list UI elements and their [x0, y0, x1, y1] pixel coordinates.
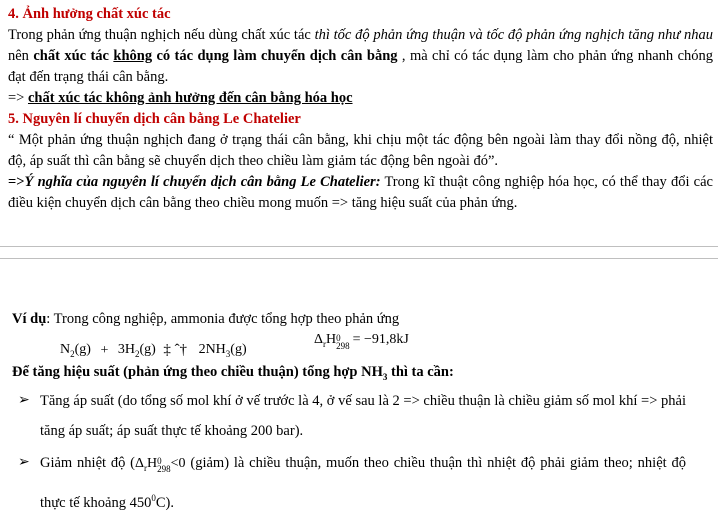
goal-statement: Để tăng hiệu suất (phản ứng theo chiều thuận) tổng hợp $NH_3$ thì ta cần:	[12, 364, 454, 382]
example-intro	[12, 309, 712, 330]
conclusion-text: chất xúc tác không ảnh hưởng đến cân bằng hóa học	[27, 90, 353, 106]
bullet-pressure	[18, 386, 686, 446]
bullet-temperature	[18, 448, 686, 518]
heading-le-chatelier: 5. Nguyên lí chuyển dịch cân bằng Le Chatelier	[8, 111, 301, 127]
enthalpy-number: = −91,8kJ	[352, 332, 409, 347]
conclusion-arrow: =>	[8, 90, 28, 106]
plus-sign: +	[100, 342, 109, 358]
catalyst-paragraph	[8, 25, 713, 88]
arrow-bullet-icon: ➢	[18, 455, 30, 470]
section-upper	[8, 4, 713, 214]
degree-sup: 0	[151, 492, 156, 503]
arrow-bullet-icon: ➢	[18, 393, 30, 408]
bullet-pressure-text: Tăng áp suất (do tổng số mol khí ở vế trước là 4, ở vế sau là 2 => chiều thuận là chiều giảm số mol khí => phải tăng áp suất; áp suất thực tế khoảng 200 bar).	[40, 393, 686, 439]
catalyst-text-bold-2: có tác dụng làm chuyển dịch cân bằng	[152, 48, 398, 64]
meaning-label: Ý nghĩa của nguyên lí chuyển dịch cân bằng Le Chatelier:	[24, 174, 381, 190]
reaction-equation	[60, 342, 247, 359]
catalyst-conclusion	[8, 88, 713, 109]
delta-r: r	[323, 338, 327, 349]
enthalpy-value	[314, 332, 409, 350]
example-label: Ví dụ	[12, 311, 47, 327]
nh3-term: $2NH_3(g)$	[198, 342, 247, 360]
h2-term: $3H_2(g)$	[117, 342, 156, 360]
catalyst-text-3: , mà chỉ có tác dụng làm cho phản ứng nhanh chóng đạt đến trạng thái cân bằng.	[8, 48, 714, 85]
page-divider-top	[0, 246, 718, 247]
catalyst-text-italic: thì tốc độ phản ứng thuận và tốc độ phản ứng nghịch tăng như nhau	[314, 27, 713, 43]
h-scripts: 0 298	[336, 333, 350, 351]
catalyst-text-1: Trong phản ứng thuận nghịch nếu dùng chất xúc tác	[8, 27, 315, 43]
heading-catalyst: 4. Ảnh hưởng chất xúc tác	[8, 6, 171, 22]
page-divider-bottom	[0, 258, 718, 259]
bullet-temp-text-1: Giảm nhiệt độ (	[40, 455, 136, 471]
catalyst-text-bold: chất xúc tác	[33, 48, 114, 64]
le-chatelier-meaning	[8, 172, 713, 214]
enthalpy-h: H	[326, 332, 337, 347]
catalyst-text-2: nên	[8, 48, 34, 64]
delta-symbol: Δ	[314, 332, 324, 347]
meaning-text: Trong kĩ thuật công nghiệp hóa học, có thể thay đổi các điều kiện chuyển dịch cân bằng theo chiều mong muốn => tăng hiệu suất của phản ứng.	[8, 174, 713, 211]
equilibrium-arrow-icon: ‡ ˆ†	[163, 342, 188, 359]
example-text: : Trong công nghiệp, ammonia được tổng hợp theo phản ứng	[46, 311, 400, 327]
bullet-temp-text-2: (giảm) là chiều thuận, muốn theo chiều thuận thì nhiệt độ phải giảm theo; nhiệt độ thực tế khoảng 450	[40, 455, 686, 511]
bullet-temp-enthalpy: $\Delta_rH$ 0 298 <0	[135, 456, 186, 474]
le-chatelier-quote: “ Một phản ứng thuận nghịch đang ở trạng thái cân bằng, khi chịu một tác động bên ngoài làm thay đổi nồng độ, nhiệt độ, áp suất thì cân bằng sẽ chuyển dịch theo chiều làm giảm tác động bên ngoài đó”.	[8, 132, 713, 169]
n2-term: $N_2(g)$	[60, 342, 91, 360]
catalyst-text-not: không	[113, 48, 153, 64]
meaning-arrow: =>	[8, 174, 25, 190]
bullet-temp-text-3: C).	[155, 494, 174, 511]
